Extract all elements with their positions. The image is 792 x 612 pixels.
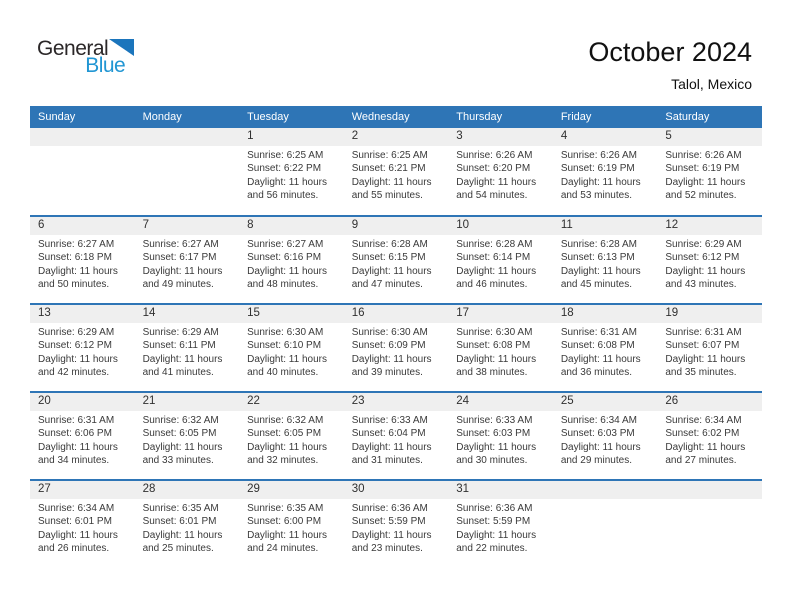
sunset-text: Sunset: 6:02 PM <box>665 428 740 440</box>
day-number: 20 <box>30 393 135 411</box>
sunrise-text: Sunrise: 6:33 AM <box>456 414 533 426</box>
day-cell <box>657 216 762 304</box>
day-cell <box>30 304 135 392</box>
daylight-text-line2: and 43 minutes. <box>665 278 737 290</box>
daylight-text-line2: and 25 minutes. <box>142 542 214 554</box>
daylight-text-line2: and 31 minutes. <box>351 454 423 466</box>
day-number: 9 <box>344 217 449 235</box>
day-cell <box>135 480 240 568</box>
day-cell <box>135 392 240 480</box>
daylight-text-line1: Daylight: 11 hours <box>142 353 223 365</box>
sunrise-text: Sunrise: 6:30 AM <box>247 326 324 338</box>
daylight-text-line2: and 55 minutes. <box>351 189 423 201</box>
daylight-text-line1: Daylight: 11 hours <box>142 529 223 541</box>
day-number: 17 <box>448 305 553 323</box>
day-cell <box>239 128 344 216</box>
day-number: 19 <box>657 305 762 323</box>
calendar-table <box>30 106 762 568</box>
daylight-text-line2: and 29 minutes. <box>560 454 632 466</box>
day-cell <box>239 216 344 304</box>
daylight-text-line2: and 30 minutes. <box>456 454 528 466</box>
daylight-text-line2: and 32 minutes. <box>247 454 319 466</box>
daylight-text-line2: and 40 minutes. <box>247 366 319 378</box>
daylight-text-line2: and 48 minutes. <box>247 278 319 290</box>
day-cell <box>30 480 135 568</box>
sunrise-text: Sunrise: 6:34 AM <box>665 414 742 426</box>
day-cell <box>553 392 658 480</box>
sunrise-text: Sunrise: 6:32 AM <box>247 414 324 426</box>
daylight-text-line1: Daylight: 11 hours <box>560 441 641 453</box>
day-cell <box>553 216 658 304</box>
page-title: October 2024 <box>588 37 752 67</box>
day-number: 29 <box>239 481 344 499</box>
sunset-text: Sunset: 6:14 PM <box>456 252 531 264</box>
week-row <box>30 392 762 480</box>
daylight-text-line1: Daylight: 11 hours <box>142 441 223 453</box>
day-number: 24 <box>448 393 553 411</box>
sunrise-text: Sunrise: 6:25 AM <box>247 149 324 161</box>
daylight-text-line1: Daylight: 11 hours <box>247 265 327 277</box>
day-cell <box>553 128 658 216</box>
sunset-text: Sunset: 6:00 PM <box>247 516 322 528</box>
day-number: 21 <box>135 393 240 411</box>
day-cell <box>135 216 240 304</box>
day-number: 5 <box>657 128 762 146</box>
day-number: 30 <box>344 481 449 499</box>
daylight-text-line1: Daylight: 11 hours <box>351 176 432 188</box>
sunset-text: Sunset: 6:16 PM <box>247 252 322 264</box>
day-cell <box>239 392 344 480</box>
daylight-text-line1: Daylight: 11 hours <box>665 265 746 277</box>
sunset-text: Sunset: 6:03 PM <box>456 428 531 440</box>
daylight-text-line1: Daylight: 11 hours <box>38 441 118 453</box>
daylight-text-line1: Daylight: 11 hours <box>351 265 432 277</box>
sunset-text: Sunset: 6:03 PM <box>560 428 635 440</box>
day-number: 12 <box>657 217 762 235</box>
daylight-text-line2: and 45 minutes. <box>560 278 632 290</box>
sunrise-text: Sunrise: 6:28 AM <box>456 238 533 250</box>
sunset-text: Sunset: 6:05 PM <box>247 428 322 440</box>
daylight-text-line1: Daylight: 11 hours <box>665 441 746 453</box>
day-number <box>30 128 135 146</box>
daylight-text-line2: and 34 minutes. <box>38 454 110 466</box>
day-number: 11 <box>553 217 658 235</box>
daylight-text-line1: Daylight: 11 hours <box>665 353 746 365</box>
day-cell <box>657 128 762 216</box>
sunrise-text: Sunrise: 6:31 AM <box>560 326 637 338</box>
sunset-text: Sunset: 6:21 PM <box>351 163 426 175</box>
sunrise-text: Sunrise: 6:29 AM <box>38 326 115 338</box>
sunrise-text: Sunrise: 6:29 AM <box>142 326 219 338</box>
sunset-text: Sunset: 6:09 PM <box>351 340 426 352</box>
day-number <box>657 481 762 499</box>
day-number: 23 <box>344 393 449 411</box>
day-cell <box>448 216 553 304</box>
weekday-header-sunday: Sunday <box>30 106 135 128</box>
day-cell <box>448 128 553 216</box>
day-number: 8 <box>239 217 344 235</box>
empty-day-cell <box>135 128 240 216</box>
daylight-text-line2: and 56 minutes. <box>247 189 319 201</box>
daylight-text-line2: and 24 minutes. <box>247 542 319 554</box>
day-number: 7 <box>135 217 240 235</box>
sunrise-text: Sunrise: 6:33 AM <box>351 414 428 426</box>
daylight-text-line2: and 42 minutes. <box>38 366 110 378</box>
sunset-text: Sunset: 6:20 PM <box>456 163 531 175</box>
sunset-text: Sunset: 6:08 PM <box>560 340 635 352</box>
weekday-header-tuesday: Tuesday <box>239 106 344 128</box>
sunset-text: Sunset: 6:12 PM <box>665 252 740 264</box>
sunset-text: Sunset: 6:01 PM <box>38 516 112 528</box>
day-number: 10 <box>448 217 553 235</box>
day-number: 25 <box>553 393 658 411</box>
daylight-text-line2: and 27 minutes. <box>665 454 737 466</box>
day-cell <box>344 128 449 216</box>
daylight-text-line1: Daylight: 11 hours <box>247 176 327 188</box>
sunrise-text: Sunrise: 6:35 AM <box>247 502 324 514</box>
day-number: 1 <box>239 128 344 146</box>
week-row <box>30 304 762 392</box>
daylight-text-line1: Daylight: 11 hours <box>247 441 327 453</box>
daylight-text-line1: Daylight: 11 hours <box>456 441 537 453</box>
day-cell <box>30 392 135 480</box>
daylight-text-line1: Daylight: 11 hours <box>142 265 223 277</box>
sunrise-text: Sunrise: 6:26 AM <box>665 149 742 161</box>
week-row <box>30 128 762 216</box>
general-blue-logo <box>37 38 134 76</box>
sunrise-text: Sunrise: 6:34 AM <box>560 414 637 426</box>
sunset-text: Sunset: 6:22 PM <box>247 163 322 175</box>
daylight-text-line2: and 49 minutes. <box>142 278 214 290</box>
sunset-text: Sunset: 6:11 PM <box>142 340 216 352</box>
daylight-text-line1: Daylight: 11 hours <box>38 529 118 541</box>
day-number <box>135 128 240 146</box>
daylight-text-line1: Daylight: 11 hours <box>456 176 537 188</box>
sunset-text: Sunset: 6:15 PM <box>351 252 426 264</box>
day-cell <box>448 480 553 568</box>
daylight-text-line2: and 50 minutes. <box>38 278 110 290</box>
day-number: 27 <box>30 481 135 499</box>
day-number <box>553 481 658 499</box>
sunrise-text: Sunrise: 6:35 AM <box>142 502 219 514</box>
sunset-text: Sunset: 6:19 PM <box>560 163 635 175</box>
weekday-header-row <box>30 106 762 128</box>
top-bar <box>0 0 792 92</box>
day-number: 6 <box>30 217 135 235</box>
daylight-text-line2: and 33 minutes. <box>142 454 214 466</box>
day-number: 4 <box>553 128 658 146</box>
day-number: 18 <box>553 305 658 323</box>
sunrise-text: Sunrise: 6:27 AM <box>247 238 324 250</box>
day-cell <box>135 304 240 392</box>
sunset-text: Sunset: 6:17 PM <box>142 252 217 264</box>
daylight-text-line2: and 53 minutes. <box>560 189 632 201</box>
day-cell <box>448 304 553 392</box>
day-number: 15 <box>239 305 344 323</box>
daylight-text-line2: and 54 minutes. <box>456 189 528 201</box>
weekday-header-wednesday: Wednesday <box>344 106 449 128</box>
sunrise-text: Sunrise: 6:28 AM <box>560 238 637 250</box>
location-subtitle: Talol, Mexico <box>671 75 752 92</box>
sunrise-text: Sunrise: 6:30 AM <box>351 326 428 338</box>
sunrise-text: Sunrise: 6:28 AM <box>351 238 428 250</box>
daylight-text-line1: Daylight: 11 hours <box>351 529 432 541</box>
sunrise-text: Sunrise: 6:27 AM <box>142 238 219 250</box>
day-cell <box>239 480 344 568</box>
sunrise-text: Sunrise: 6:29 AM <box>665 238 742 250</box>
daylight-text-line2: and 47 minutes. <box>351 278 423 290</box>
sunset-text: Sunset: 6:05 PM <box>142 428 217 440</box>
daylight-text-line2: and 36 minutes. <box>560 366 632 378</box>
sunrise-text: Sunrise: 6:31 AM <box>665 326 742 338</box>
daylight-text-line2: and 23 minutes. <box>351 542 423 554</box>
sunrise-text: Sunrise: 6:34 AM <box>38 502 115 514</box>
daylight-text-line1: Daylight: 11 hours <box>38 353 118 365</box>
sunset-text: Sunset: 6:04 PM <box>351 428 426 440</box>
sunset-text: Sunset: 6:01 PM <box>142 516 217 528</box>
day-cell <box>344 216 449 304</box>
week-row <box>30 216 762 304</box>
day-cell <box>553 304 658 392</box>
weekday-header-thursday: Thursday <box>448 106 553 128</box>
weekday-header-monday: Monday <box>135 106 240 128</box>
sunset-text: Sunset: 6:12 PM <box>38 340 112 352</box>
day-cell <box>657 392 762 480</box>
sunrise-text: Sunrise: 6:32 AM <box>142 414 219 426</box>
day-number: 22 <box>239 393 344 411</box>
day-cell <box>344 392 449 480</box>
sunset-text: Sunset: 5:59 PM <box>351 516 426 528</box>
day-cell <box>344 304 449 392</box>
sunset-text: Sunset: 6:19 PM <box>665 163 740 175</box>
day-number: 26 <box>657 393 762 411</box>
sunrise-text: Sunrise: 6:30 AM <box>456 326 533 338</box>
sunset-text: Sunset: 6:10 PM <box>247 340 322 352</box>
logo-text-blue: Blue <box>85 54 126 77</box>
daylight-text-line2: and 39 minutes. <box>351 366 423 378</box>
sunset-text: Sunset: 6:06 PM <box>38 428 112 440</box>
sunset-text: Sunset: 6:07 PM <box>665 340 740 352</box>
weekday-header-saturday: Saturday <box>657 106 762 128</box>
sunrise-text: Sunrise: 6:26 AM <box>456 149 533 161</box>
sunrise-text: Sunrise: 6:27 AM <box>38 238 115 250</box>
daylight-text-line2: and 46 minutes. <box>456 278 528 290</box>
daylight-text-line1: Daylight: 11 hours <box>456 265 537 277</box>
daylight-text-line1: Daylight: 11 hours <box>456 529 537 541</box>
week-row <box>30 480 762 568</box>
sunset-text: Sunset: 5:59 PM <box>456 516 531 528</box>
daylight-text-line1: Daylight: 11 hours <box>560 176 641 188</box>
sunset-text: Sunset: 6:13 PM <box>560 252 635 264</box>
weekday-header-friday: Friday <box>553 106 658 128</box>
daylight-text-line1: Daylight: 11 hours <box>665 176 746 188</box>
daylight-text-line2: and 38 minutes. <box>456 366 528 378</box>
day-cell <box>30 216 135 304</box>
day-cell <box>239 304 344 392</box>
empty-day-cell <box>553 480 658 568</box>
day-number: 14 <box>135 305 240 323</box>
day-number: 13 <box>30 305 135 323</box>
daylight-text-line2: and 35 minutes. <box>665 366 737 378</box>
sunrise-text: Sunrise: 6:31 AM <box>38 414 115 426</box>
day-cell <box>657 304 762 392</box>
daylight-text-line1: Daylight: 11 hours <box>560 353 641 365</box>
sunset-text: Sunset: 6:18 PM <box>38 252 112 264</box>
daylight-text-line1: Daylight: 11 hours <box>247 353 327 365</box>
logo-text-general: General <box>37 37 109 60</box>
daylight-text-line1: Daylight: 11 hours <box>351 353 432 365</box>
daylight-text-line2: and 26 minutes. <box>38 542 110 554</box>
empty-day-cell <box>30 128 135 216</box>
day-number: 2 <box>344 128 449 146</box>
daylight-text-line1: Daylight: 11 hours <box>351 441 432 453</box>
title-block <box>588 38 752 92</box>
daylight-text-line1: Daylight: 11 hours <box>247 529 327 541</box>
sunrise-text: Sunrise: 6:36 AM <box>456 502 533 514</box>
day-number: 28 <box>135 481 240 499</box>
daylight-text-line1: Daylight: 11 hours <box>456 353 537 365</box>
daylight-text-line2: and 52 minutes. <box>665 189 737 201</box>
day-number: 3 <box>448 128 553 146</box>
sunrise-text: Sunrise: 6:26 AM <box>560 149 637 161</box>
sunrise-text: Sunrise: 6:36 AM <box>351 502 428 514</box>
daylight-text-line1: Daylight: 11 hours <box>560 265 641 277</box>
day-number: 31 <box>448 481 553 499</box>
sunset-text: Sunset: 6:08 PM <box>456 340 531 352</box>
day-cell <box>448 392 553 480</box>
empty-day-cell <box>657 480 762 568</box>
sunrise-text: Sunrise: 6:25 AM <box>351 149 428 161</box>
daylight-text-line2: and 22 minutes. <box>456 542 528 554</box>
daylight-text-line2: and 41 minutes. <box>142 366 214 378</box>
day-number: 16 <box>344 305 449 323</box>
daylight-text-line1: Daylight: 11 hours <box>38 265 118 277</box>
day-cell <box>344 480 449 568</box>
